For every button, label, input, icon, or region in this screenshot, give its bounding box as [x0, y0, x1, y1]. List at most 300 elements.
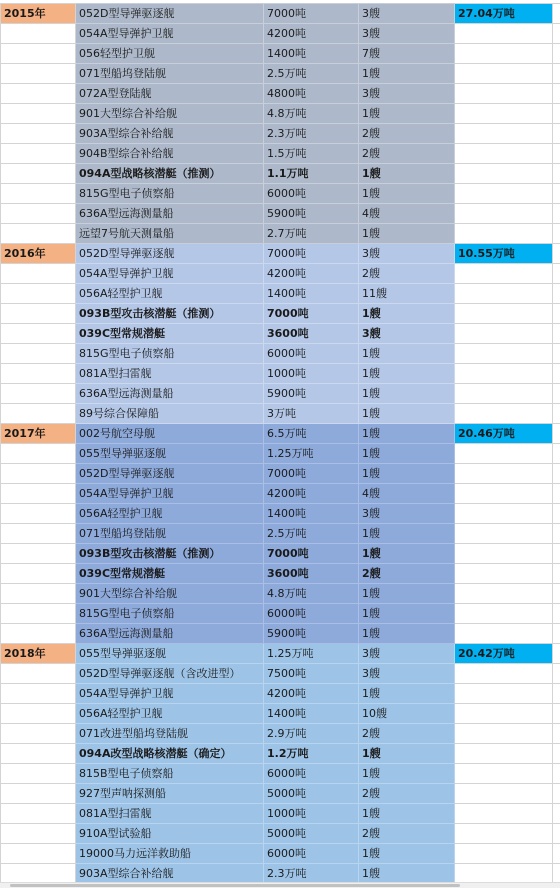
count-cell[interactable]: 1艘 — [359, 804, 455, 824]
empty-cell[interactable] — [455, 604, 553, 624]
ship-name-cell[interactable]: 052D型导弹驱逐舰 — [76, 464, 264, 484]
empty-cell[interactable] — [455, 564, 553, 584]
empty-cell[interactable] — [455, 804, 553, 824]
empty-cell[interactable] — [553, 284, 560, 304]
ship-name-cell[interactable]: 071改进型船坞登陆舰 — [76, 724, 264, 744]
ship-name-cell[interactable]: 039C型常规潜艇 — [76, 564, 264, 584]
empty-cell[interactable] — [455, 584, 553, 604]
empty-cell[interactable] — [1, 384, 76, 404]
table-row — [1, 304, 560, 324]
empty-cell[interactable] — [1, 284, 76, 304]
count-cell[interactable]: 1艘 — [359, 224, 455, 244]
count-cell[interactable]: 1艘 — [359, 404, 455, 424]
scrollbar-thumb[interactable] — [10, 884, 460, 887]
count-cell[interactable]: 3艘 — [359, 244, 455, 264]
empty-cell[interactable] — [1, 164, 76, 184]
empty-cell[interactable] — [1, 84, 76, 104]
tonnage-cell[interactable]: 1000吨 — [264, 804, 359, 824]
count-cell[interactable]: 2艘 — [359, 824, 455, 844]
tonnage-cell[interactable]: 2.5万吨 — [264, 64, 359, 84]
tonnage-cell[interactable]: 7000吨 — [264, 544, 359, 564]
tonnage-cell[interactable]: 3600吨 — [264, 564, 359, 584]
tonnage-cell[interactable]: 7000吨 — [264, 464, 359, 484]
empty-cell[interactable] — [455, 764, 553, 784]
empty-cell[interactable] — [1, 224, 76, 244]
empty-cell[interactable] — [553, 524, 560, 544]
empty-cell[interactable] — [553, 24, 560, 44]
table-row — [1, 584, 560, 604]
table-row — [1, 664, 560, 684]
empty-cell[interactable] — [1, 444, 76, 464]
tonnage-cell[interactable]: 5900吨 — [264, 384, 359, 404]
ship-name-cell[interactable]: 052D型导弹驱逐舰 — [76, 244, 264, 264]
count-cell[interactable]: 2艘 — [359, 724, 455, 744]
ship-name-cell[interactable]: 072A型登陆舰 — [76, 84, 264, 104]
tonnage-cell[interactable]: 5900吨 — [264, 204, 359, 224]
empty-cell[interactable] — [455, 24, 553, 44]
tonnage-cell[interactable]: 1.5万吨 — [264, 144, 359, 164]
ship-name-cell[interactable]: 636A型远海测量船 — [76, 624, 264, 644]
empty-cell[interactable] — [1, 304, 76, 324]
ship-name-cell[interactable]: 904B型综合补给舰 — [76, 144, 264, 164]
empty-cell[interactable] — [553, 404, 560, 424]
empty-cell[interactable] — [1, 364, 76, 384]
ship-name-cell[interactable]: 054A型导弹护卫舰 — [76, 264, 264, 284]
count-cell[interactable]: 1艘 — [359, 64, 455, 84]
count-cell[interactable]: 2艘 — [359, 144, 455, 164]
ship-name-cell[interactable]: 636A型远海测量船 — [76, 384, 264, 404]
empty-cell[interactable] — [553, 504, 560, 524]
table-row — [1, 284, 560, 304]
ship-name-cell[interactable]: 094A型战略核潜艇（推测） — [76, 164, 264, 184]
ship-name-cell[interactable]: 071型船坞登陆舰 — [76, 524, 264, 544]
count-cell[interactable]: 3艘 — [359, 324, 455, 344]
tonnage-cell[interactable]: 2.7万吨 — [264, 224, 359, 244]
tonnage-cell[interactable]: 5900吨 — [264, 624, 359, 644]
tonnage-cell[interactable]: 6.5万吨 — [264, 424, 359, 444]
empty-cell[interactable] — [455, 544, 553, 564]
empty-cell[interactable] — [1, 144, 76, 164]
table-row — [1, 684, 560, 704]
count-cell[interactable]: 1艘 — [359, 544, 455, 564]
empty-cell[interactable] — [553, 124, 560, 144]
empty-cell[interactable] — [553, 224, 560, 244]
year-cell[interactable]: 2017年 — [1, 424, 76, 444]
ship-name-cell[interactable]: 056A轻型护卫舰 — [76, 504, 264, 524]
count-cell[interactable]: 2艘 — [359, 264, 455, 284]
count-cell[interactable]: 1艘 — [359, 764, 455, 784]
count-cell[interactable]: 1艘 — [359, 864, 455, 884]
empty-cell[interactable] — [1, 804, 76, 824]
ship-name-cell[interactable]: 636A型远海测量船 — [76, 204, 264, 224]
table-row — [1, 604, 560, 624]
empty-cell[interactable] — [1, 24, 76, 44]
count-cell[interactable]: 2艘 — [359, 124, 455, 144]
ship-name-cell[interactable]: 927型声呐探测船 — [76, 784, 264, 804]
empty-cell[interactable] — [455, 504, 553, 524]
empty-cell[interactable] — [1, 44, 76, 64]
tonnage-cell[interactable]: 4200吨 — [264, 264, 359, 284]
count-cell[interactable]: 1艘 — [359, 604, 455, 624]
empty-cell[interactable] — [1, 664, 76, 684]
empty-cell[interactable] — [1, 584, 76, 604]
empty-cell[interactable] — [455, 44, 553, 64]
empty-cell[interactable] — [455, 304, 553, 324]
empty-cell[interactable] — [1, 564, 76, 584]
ship-name-cell[interactable]: 052D型导弹驱逐舰 — [76, 4, 264, 24]
horizontal-scrollbar[interactable] — [0, 882, 560, 888]
empty-cell[interactable] — [553, 644, 560, 664]
empty-cell[interactable] — [553, 744, 560, 764]
tonnage-cell[interactable]: 5000吨 — [264, 824, 359, 844]
empty-cell[interactable] — [553, 344, 560, 364]
empty-cell[interactable] — [455, 144, 553, 164]
table-row — [1, 444, 560, 464]
empty-cell[interactable] — [1, 704, 76, 724]
count-cell[interactable]: 3艘 — [359, 504, 455, 524]
empty-cell[interactable] — [553, 484, 560, 504]
empty-cell[interactable] — [553, 204, 560, 224]
empty-cell[interactable] — [1, 504, 76, 524]
count-cell[interactable]: 1艘 — [359, 104, 455, 124]
empty-cell[interactable] — [455, 324, 553, 344]
empty-cell[interactable] — [1, 684, 76, 704]
empty-cell[interactable] — [455, 84, 553, 104]
empty-cell[interactable] — [1, 344, 76, 364]
empty-cell[interactable] — [1, 784, 76, 804]
tonnage-cell[interactable]: 3万吨 — [264, 404, 359, 424]
count-cell[interactable]: 1艘 — [359, 524, 455, 544]
total-tonnage-cell[interactable]: 20.46万吨 — [455, 424, 553, 444]
count-cell[interactable]: 2艘 — [359, 784, 455, 804]
tonnage-cell[interactable]: 5000吨 — [264, 784, 359, 804]
empty-cell[interactable] — [553, 64, 560, 84]
empty-cell[interactable] — [1, 464, 76, 484]
empty-cell[interactable] — [1, 744, 76, 764]
empty-cell[interactable] — [455, 744, 553, 764]
empty-cell[interactable] — [1, 524, 76, 544]
empty-cell[interactable] — [553, 304, 560, 324]
ship-spreadsheet — [0, 3, 560, 884]
ship-name-cell[interactable]: 055型导弹驱逐舰 — [76, 444, 264, 464]
empty-cell[interactable] — [553, 364, 560, 384]
empty-cell[interactable] — [1, 604, 76, 624]
ship-name-cell[interactable]: 901大型综合补给舰 — [76, 104, 264, 124]
empty-cell[interactable] — [553, 804, 560, 824]
ship-name-cell[interactable]: 903A型综合补给舰 — [76, 124, 264, 144]
empty-cell[interactable] — [1, 764, 76, 784]
empty-cell[interactable] — [553, 784, 560, 804]
empty-cell[interactable] — [455, 444, 553, 464]
count-cell[interactable]: 1艘 — [359, 184, 455, 204]
empty-cell[interactable] — [1, 64, 76, 84]
ship-name-cell[interactable]: 815G型电子侦察船 — [76, 604, 264, 624]
empty-cell[interactable] — [455, 664, 553, 684]
ship-name-cell[interactable]: 903A型综合补给舰 — [76, 864, 264, 884]
empty-cell[interactable] — [455, 124, 553, 144]
empty-cell[interactable] — [455, 184, 553, 204]
ship-name-cell[interactable]: 远望7号航天测量船 — [76, 224, 264, 244]
ship-name-cell[interactable]: 815B型电子侦察船 — [76, 764, 264, 784]
table-row — [1, 524, 560, 544]
table-row — [1, 84, 560, 104]
ship-name-cell[interactable]: 093B型攻击核潜艇（推测） — [76, 544, 264, 564]
count-cell[interactable]: 1艘 — [359, 364, 455, 384]
ship-name-cell[interactable]: 815G型电子侦察船 — [76, 184, 264, 204]
total-tonnage-cell[interactable]: 27.04万吨 — [455, 4, 553, 24]
table-row — [1, 424, 560, 444]
table-row — [1, 244, 560, 264]
empty-cell[interactable] — [553, 424, 560, 444]
empty-cell[interactable] — [1, 544, 76, 564]
tonnage-cell[interactable]: 1400吨 — [264, 284, 359, 304]
empty-cell[interactable] — [1, 724, 76, 744]
empty-cell[interactable] — [1, 844, 76, 864]
count-cell[interactable]: 7艘 — [359, 44, 455, 64]
empty-cell[interactable] — [553, 664, 560, 684]
empty-cell[interactable] — [455, 844, 553, 864]
empty-cell[interactable] — [1, 624, 76, 644]
tonnage-cell[interactable]: 1400吨 — [264, 704, 359, 724]
empty-cell[interactable] — [553, 724, 560, 744]
ship-name-cell[interactable]: 052D型导弹驱逐舰（含改进型） — [76, 664, 264, 684]
ship-name-cell[interactable]: 054A型导弹护卫舰 — [76, 684, 264, 704]
empty-cell[interactable] — [553, 624, 560, 644]
table-row — [1, 204, 560, 224]
ship-name-cell[interactable]: 901大型综合补给舰 — [76, 584, 264, 604]
table-row — [1, 624, 560, 644]
count-cell[interactable]: 1艘 — [359, 844, 455, 864]
empty-cell[interactable] — [553, 84, 560, 104]
ship-name-cell[interactable]: 056轻型护卫舰 — [76, 44, 264, 64]
empty-cell[interactable] — [553, 764, 560, 784]
table-row — [1, 544, 560, 564]
ship-name-cell[interactable]: 093B型攻击核潜艇（推测） — [76, 304, 264, 324]
tonnage-cell[interactable]: 6000吨 — [264, 344, 359, 364]
ship-name-cell[interactable]: 19000马力远洋救助船 — [76, 844, 264, 864]
table-row — [1, 224, 560, 244]
empty-cell[interactable] — [455, 164, 553, 184]
empty-cell[interactable] — [553, 44, 560, 64]
table-row — [1, 184, 560, 204]
count-cell[interactable]: 1艘 — [359, 744, 455, 764]
empty-cell[interactable] — [553, 324, 560, 344]
table-row — [1, 324, 560, 344]
empty-cell[interactable] — [455, 264, 553, 284]
empty-cell[interactable] — [553, 384, 560, 404]
tonnage-cell[interactable]: 6000吨 — [264, 184, 359, 204]
empty-cell[interactable] — [553, 844, 560, 864]
count-cell[interactable]: 3艘 — [359, 4, 455, 24]
count-cell[interactable]: 3艘 — [359, 644, 455, 664]
empty-cell[interactable] — [553, 444, 560, 464]
ship-name-cell[interactable]: 081A型扫雷舰 — [76, 804, 264, 824]
table-row — [1, 264, 560, 284]
empty-cell[interactable] — [1, 184, 76, 204]
empty-cell[interactable] — [455, 624, 553, 644]
table-row — [1, 104, 560, 124]
table-row — [1, 744, 560, 764]
empty-cell[interactable] — [455, 524, 553, 544]
tonnage-cell[interactable]: 1.25万吨 — [264, 644, 359, 664]
tonnage-cell[interactable]: 2.3万吨 — [264, 864, 359, 884]
empty-cell[interactable] — [1, 264, 76, 284]
total-tonnage-cell[interactable]: 20.42万吨 — [455, 644, 553, 664]
count-cell[interactable]: 1艘 — [359, 164, 455, 184]
tonnage-cell[interactable]: 4200吨 — [264, 484, 359, 504]
empty-cell[interactable] — [553, 184, 560, 204]
year-cell[interactable]: 2018年 — [1, 644, 76, 664]
ship-name-cell[interactable]: 081A型扫雷舰 — [76, 364, 264, 384]
empty-cell[interactable] — [455, 284, 553, 304]
tonnage-cell[interactable]: 2.5万吨 — [264, 524, 359, 544]
count-cell[interactable]: 2艘 — [359, 564, 455, 584]
empty-cell[interactable] — [455, 344, 553, 364]
empty-cell[interactable] — [553, 684, 560, 704]
table-row — [1, 484, 560, 504]
empty-cell[interactable] — [553, 564, 560, 584]
tonnage-cell[interactable]: 6000吨 — [264, 764, 359, 784]
ship-name-cell[interactable]: 056A轻型护卫舰 — [76, 284, 264, 304]
empty-cell[interactable] — [455, 484, 553, 504]
empty-cell[interactable] — [1, 864, 76, 884]
ship-name-cell[interactable]: 039C型常规潜艇 — [76, 324, 264, 344]
ship-name-cell[interactable]: 055型导弹驱逐舰 — [76, 644, 264, 664]
ship-name-cell[interactable]: 89号综合保障船 — [76, 404, 264, 424]
ship-name-cell[interactable]: 910A型试验船 — [76, 824, 264, 844]
empty-cell[interactable] — [455, 224, 553, 244]
table-row — [1, 724, 560, 744]
tonnage-cell[interactable]: 1.25万吨 — [264, 444, 359, 464]
empty-cell[interactable] — [455, 704, 553, 724]
tonnage-cell[interactable]: 1400吨 — [264, 504, 359, 524]
table-row — [1, 44, 560, 64]
ship-name-cell[interactable]: 094A改型战略核潜艇（确定） — [76, 744, 264, 764]
count-cell[interactable]: 1艘 — [359, 624, 455, 644]
empty-cell[interactable] — [1, 124, 76, 144]
ship-name-cell[interactable]: 056A轻型护卫舰 — [76, 704, 264, 724]
count-cell[interactable]: 1艘 — [359, 584, 455, 604]
empty-cell[interactable] — [553, 464, 560, 484]
ship-name-cell[interactable]: 002号航空母舰 — [76, 424, 264, 444]
count-cell[interactable]: 1艘 — [359, 384, 455, 404]
empty-cell[interactable] — [553, 704, 560, 724]
count-cell[interactable]: 1艘 — [359, 684, 455, 704]
empty-cell[interactable] — [553, 864, 560, 884]
tonnage-cell[interactable]: 4200吨 — [264, 684, 359, 704]
count-cell[interactable]: 3艘 — [359, 24, 455, 44]
empty-cell[interactable] — [553, 104, 560, 124]
tonnage-cell[interactable]: 4.8万吨 — [264, 104, 359, 124]
table-row — [1, 24, 560, 44]
tonnage-cell[interactable]: 4200吨 — [264, 24, 359, 44]
empty-cell[interactable] — [553, 544, 560, 564]
empty-cell[interactable] — [1, 324, 76, 344]
table-row — [1, 144, 560, 164]
tonnage-cell[interactable]: 1400吨 — [264, 44, 359, 64]
count-cell[interactable]: 11艘 — [359, 284, 455, 304]
table-row — [1, 504, 560, 524]
empty-cell[interactable] — [455, 364, 553, 384]
count-cell[interactable]: 1艘 — [359, 424, 455, 444]
tonnage-cell[interactable]: 7000吨 — [264, 244, 359, 264]
ship-name-cell[interactable]: 071型船坞登陆舰 — [76, 64, 264, 84]
empty-cell[interactable] — [1, 404, 76, 424]
table-row — [1, 364, 560, 384]
count-cell[interactable]: 1艘 — [359, 464, 455, 484]
tonnage-cell[interactable]: 2.3万吨 — [264, 124, 359, 144]
count-cell[interactable]: 4艘 — [359, 204, 455, 224]
ship-name-cell[interactable]: 815G型电子侦察船 — [76, 344, 264, 364]
empty-cell[interactable] — [455, 464, 553, 484]
tonnage-cell[interactable]: 1.2万吨 — [264, 744, 359, 764]
count-cell[interactable]: 1艘 — [359, 344, 455, 364]
year-cell[interactable]: 2016年 — [1, 244, 76, 264]
tonnage-cell[interactable]: 1.1万吨 — [264, 164, 359, 184]
table-row — [1, 704, 560, 724]
ship-name-cell[interactable]: 054A型导弹护卫舰 — [76, 24, 264, 44]
ship-name-cell[interactable]: 054A型导弹护卫舰 — [76, 484, 264, 504]
year-cell[interactable]: 2015年 — [1, 4, 76, 24]
count-cell[interactable]: 1艘 — [359, 304, 455, 324]
tonnage-cell[interactable]: 2.9万吨 — [264, 724, 359, 744]
empty-cell[interactable] — [553, 4, 560, 24]
empty-cell[interactable] — [455, 824, 553, 844]
tonnage-cell[interactable]: 6000吨 — [264, 844, 359, 864]
tonnage-cell[interactable]: 7000吨 — [264, 4, 359, 24]
empty-cell[interactable] — [455, 64, 553, 84]
empty-cell[interactable] — [455, 724, 553, 744]
empty-cell[interactable] — [553, 164, 560, 184]
empty-cell[interactable] — [455, 684, 553, 704]
empty-cell[interactable] — [1, 484, 76, 504]
tonnage-cell[interactable]: 4.8万吨 — [264, 584, 359, 604]
empty-cell[interactable] — [455, 384, 553, 404]
count-cell[interactable]: 3艘 — [359, 84, 455, 104]
table-row — [1, 784, 560, 804]
tonnage-cell[interactable]: 7000吨 — [264, 304, 359, 324]
tonnage-cell[interactable]: 1000吨 — [264, 364, 359, 384]
empty-cell[interactable] — [553, 264, 560, 284]
empty-cell[interactable] — [455, 204, 553, 224]
count-cell[interactable]: 10艘 — [359, 704, 455, 724]
table-row — [1, 64, 560, 84]
tonnage-cell[interactable]: 7500吨 — [264, 664, 359, 684]
empty-cell[interactable] — [1, 104, 76, 124]
empty-cell[interactable] — [553, 244, 560, 264]
empty-cell[interactable] — [455, 784, 553, 804]
empty-cell[interactable] — [455, 404, 553, 424]
count-cell[interactable]: 1艘 — [359, 444, 455, 464]
table-row — [1, 864, 560, 884]
empty-cell[interactable] — [553, 604, 560, 624]
table-row — [1, 844, 560, 864]
table-row — [1, 344, 560, 364]
tonnage-cell[interactable]: 3600吨 — [264, 324, 359, 344]
tonnage-cell[interactable]: 6000吨 — [264, 604, 359, 624]
tonnage-cell[interactable]: 4800吨 — [264, 84, 359, 104]
count-cell[interactable]: 4艘 — [359, 484, 455, 504]
empty-cell[interactable] — [553, 144, 560, 164]
empty-cell[interactable] — [1, 824, 76, 844]
empty-cell[interactable] — [553, 584, 560, 604]
count-cell[interactable]: 3艘 — [359, 664, 455, 684]
total-tonnage-cell[interactable]: 10.55万吨 — [455, 244, 553, 264]
empty-cell[interactable] — [1, 204, 76, 224]
empty-cell[interactable] — [455, 104, 553, 124]
empty-cell[interactable] — [455, 864, 553, 884]
empty-cell[interactable] — [553, 824, 560, 844]
